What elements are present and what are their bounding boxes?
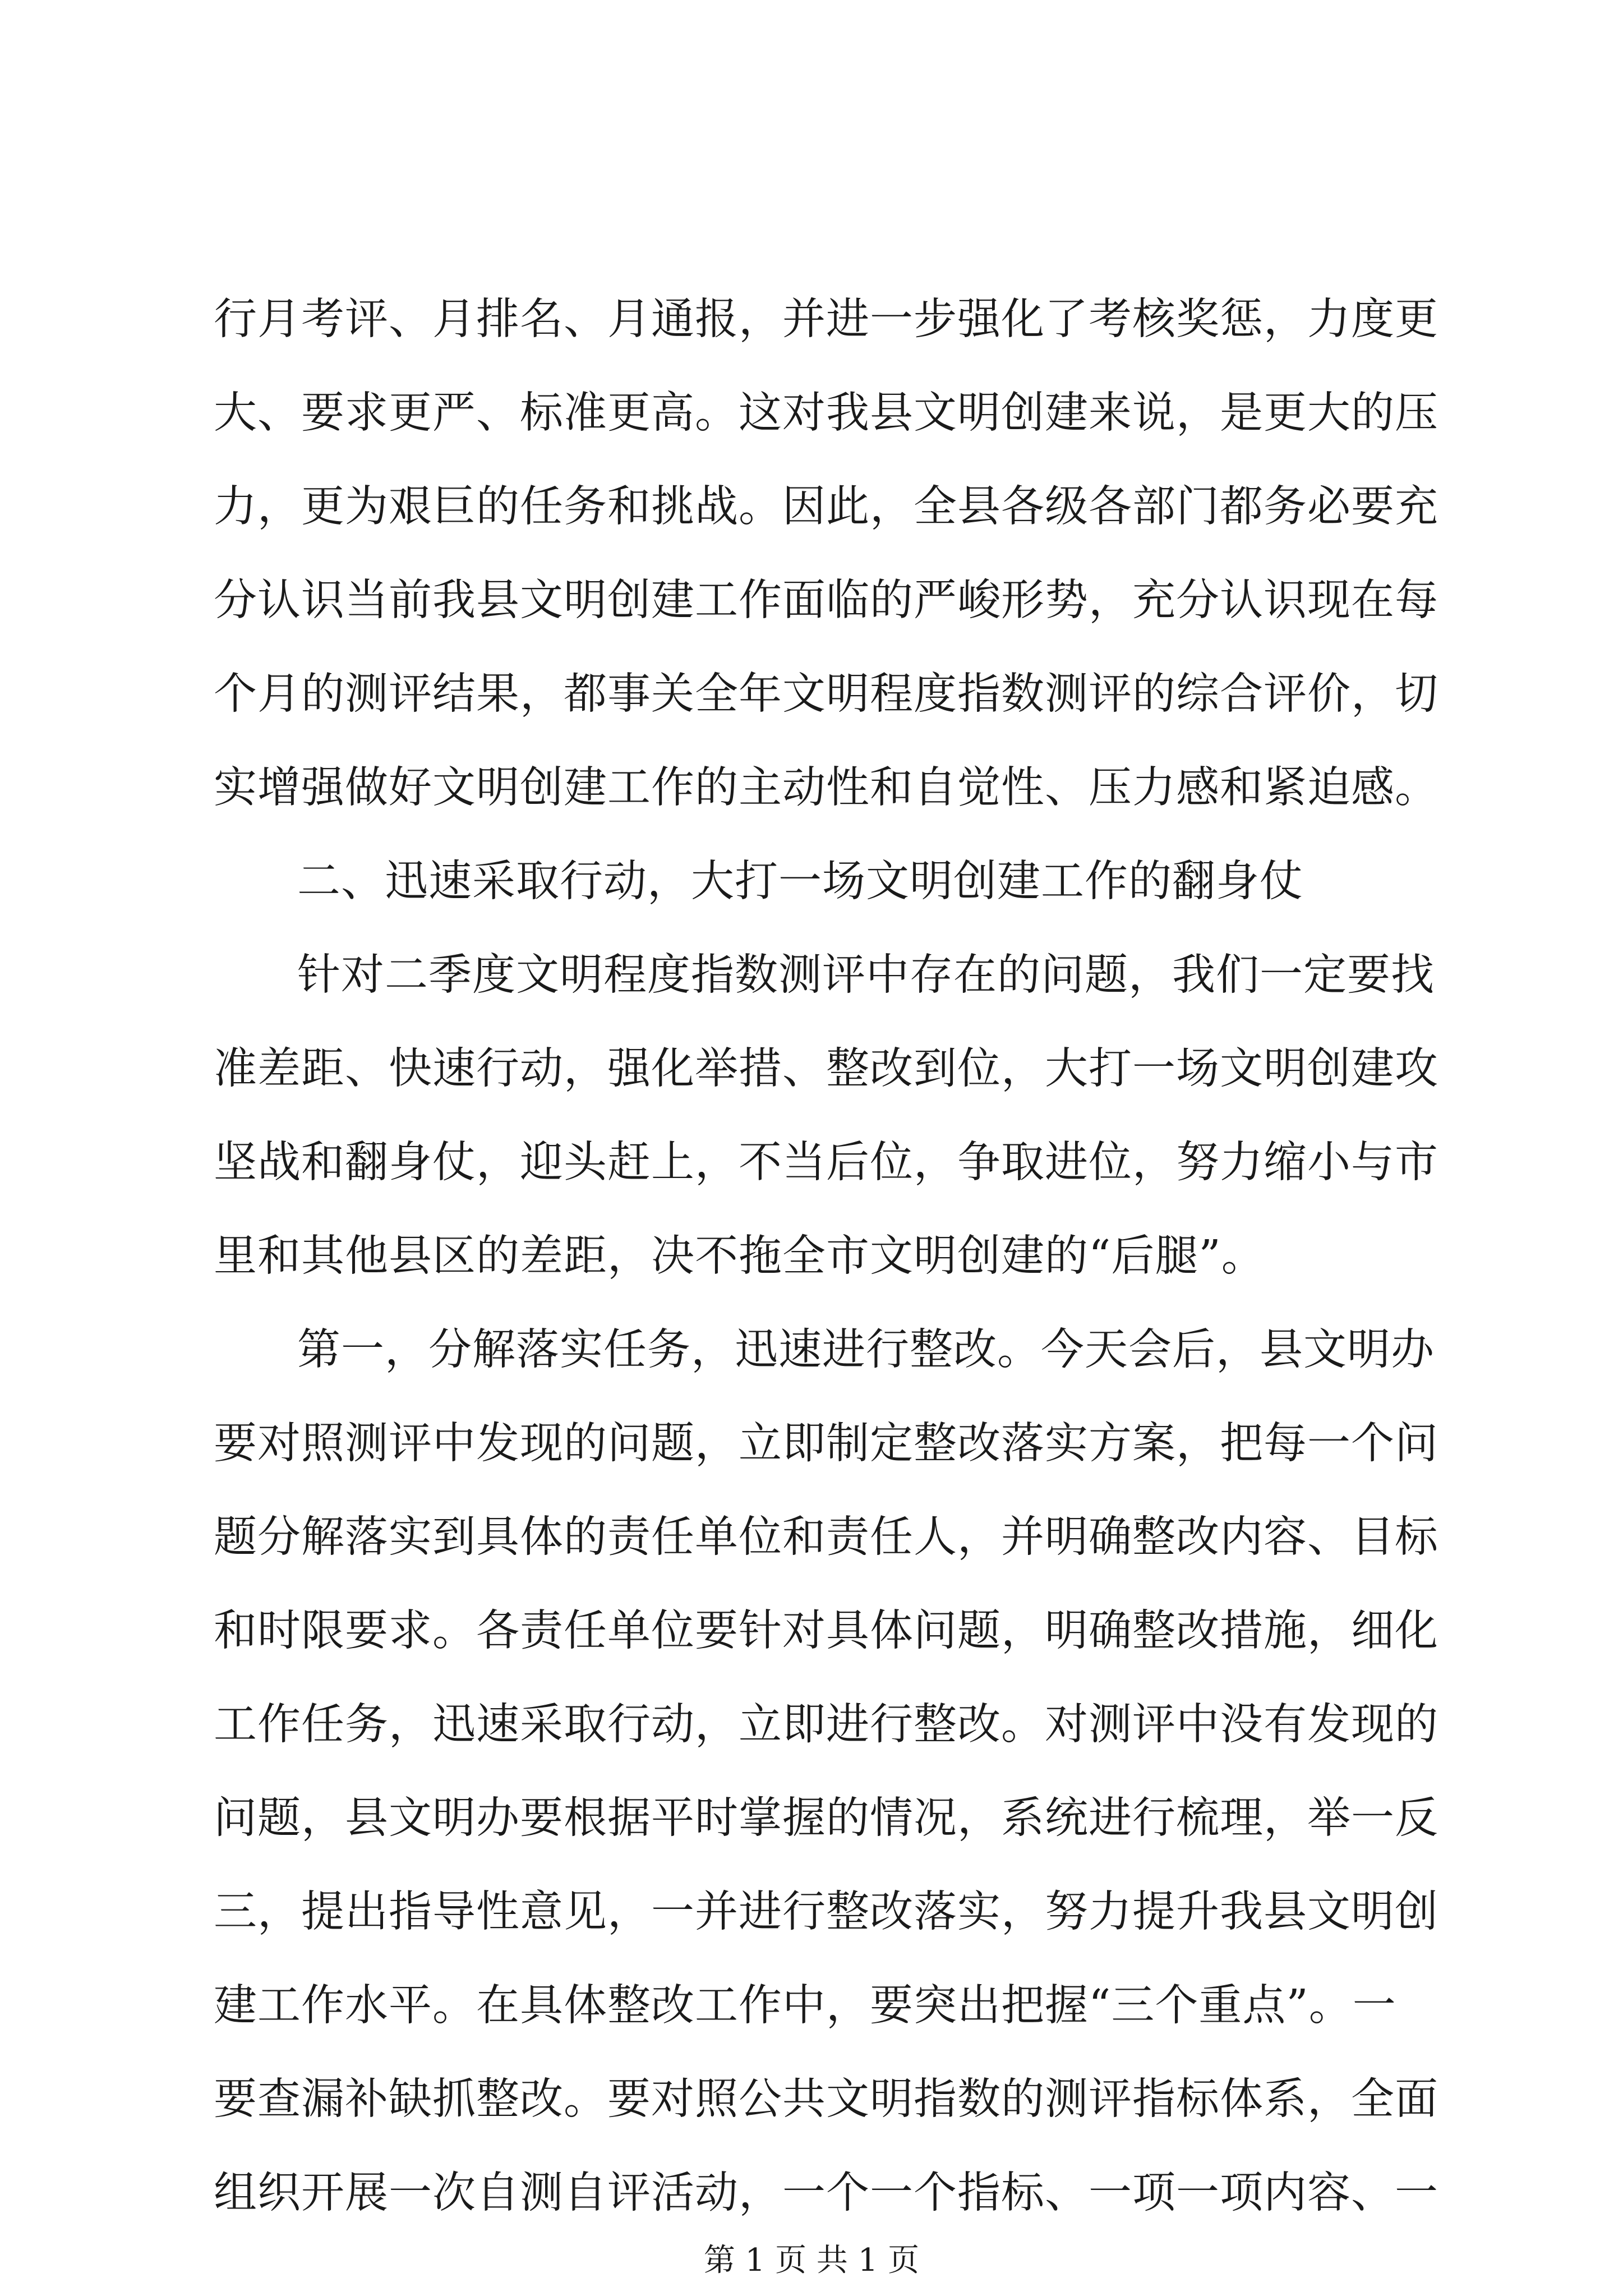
body-text-line: 实增强做好文明创建工作的主动性和自觉性、压力感和紧迫感。 [214,763,1438,813]
body-text-line: 建工作水平。在具体整改工作中，要突出把握“三个重点”。一 [214,1981,1396,2031]
body-text-line: 题分解落实到具体的责任单位和责任人，并明确整改内容、目标 [214,1512,1438,1562]
section-heading: 二、迅速采取行动，大打一场文明创建工作的翻身仗 [297,857,1303,907]
body-text-line: 要查漏补缺抓整改。要对照公共文明指数的测评指标体系，全面 [214,2074,1438,2124]
body-text-line: 和时限要求。各责任单位要针对具体问题，明确整改措施，细化 [214,1606,1438,1656]
body-text-line: 力，更为艰巨的任务和挑战。因此，全县各级各部门都务必要充 [214,482,1438,532]
body-text-line: 工作任务，迅速采取行动，立即进行整改。对测评中没有发现的 [214,1700,1438,1750]
body-text-line: 个月的测评结果，都事关全年文明程度指数测评的综合评价，切 [214,669,1438,719]
body-text-line: 问题，县文明办要根据平时掌握的情况，系统进行梳理，举一反 [214,1793,1438,1843]
body-text-line: 准差距、快速行动，强化举措、整改到位，大打一场文明创建攻 [214,1044,1438,1094]
body-text-line: 要对照测评中发现的问题，立即制定整改落实方案，把每一个问 [214,1419,1438,1469]
body-text-line: 组织开展一次自测自评活动，一个一个指标、一项一项内容、一 [214,2168,1438,2218]
body-text-line: 坚战和翻身仗，迎头赶上，不当后位，争取进位，努力缩小与市 [214,1138,1438,1188]
body-text-line: 分认识当前我县文明创建工作面临的严峻形势，充分认识现在每 [214,576,1438,625]
body-text-line: 大、要求更严、标准更高。这对我县文明创建来说，是更大的压 [214,388,1438,438]
body-text-line: 第一，分解落实任务，迅速进行整改。今天会后，县文明办 [297,1325,1435,1375]
body-text-line: 行月考评、月排名、月通报，并进一步强化了考核奖惩，力度更 [214,295,1438,344]
body-text-line: 三，提出指导性意见，一并进行整改落实，努力提升我县文明创 [214,1887,1438,1937]
body-text-line: 里和其他县区的差距，决不拖全市文明创建的“后腿”。 [214,1231,1265,1281]
body-text-line: 针对二季度文明程度指数测评中存在的问题，我们一定要找 [297,950,1435,1000]
page-footer: 第 1 页 共 1 页 [703,2242,920,2279]
